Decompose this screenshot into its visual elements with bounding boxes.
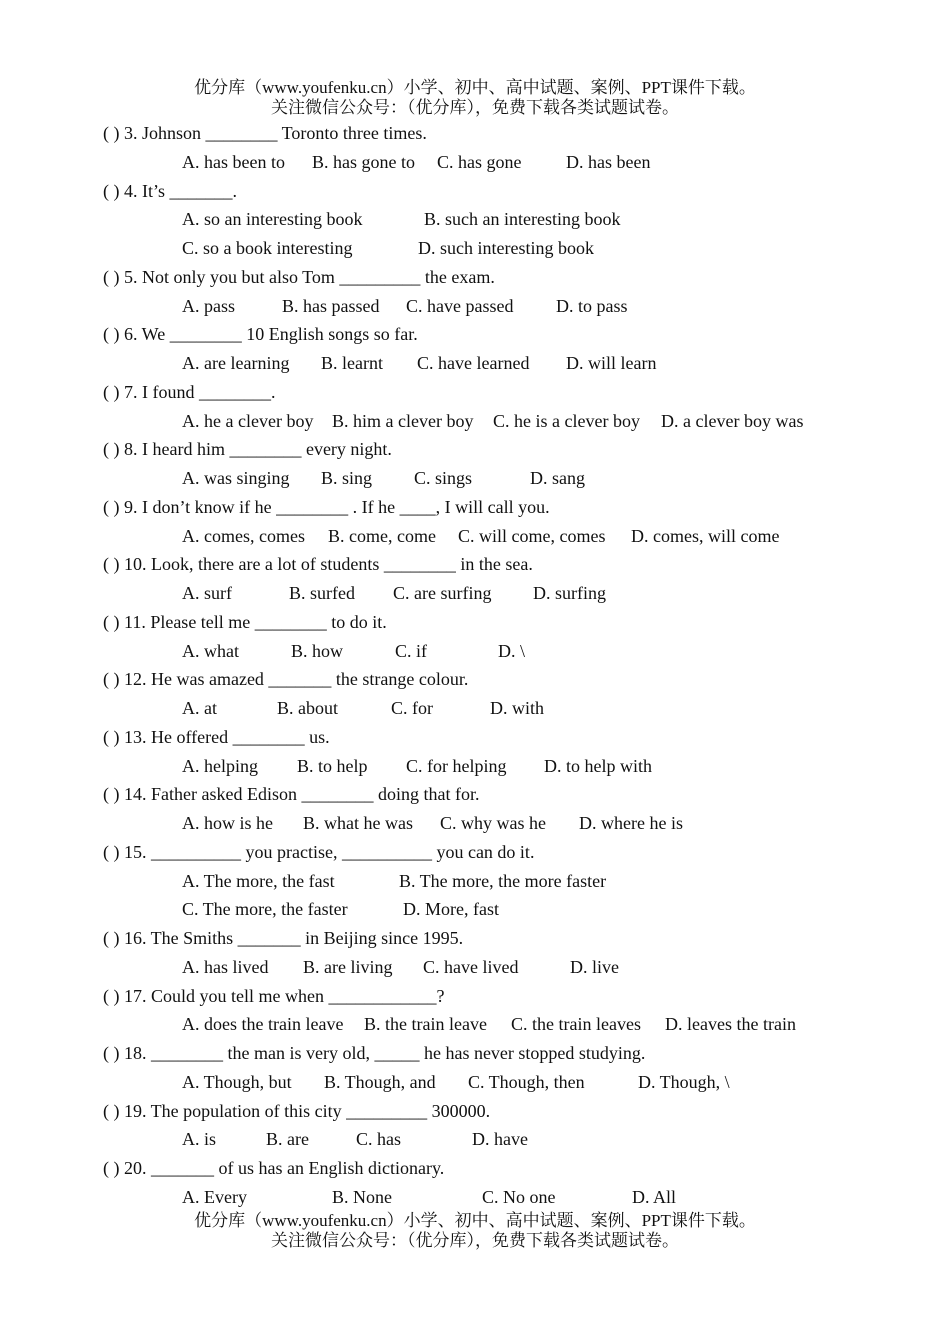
answer-option: A. Every [182, 1186, 247, 1207]
answer-option: B. the train leave [364, 1014, 487, 1035]
options-row [0, 1125, 950, 1154]
question-item [0, 378, 950, 407]
answer-option: B. such an interesting book [424, 209, 621, 230]
options-row [0, 292, 950, 321]
answer-option: C. will come, comes [458, 525, 606, 546]
question-stem: ( ) 7. I found ________. [103, 381, 276, 402]
answer-option: D. where he is [579, 813, 683, 833]
question-stem: ( ) 8. I heard him ________ every night. [103, 439, 392, 460]
answer-option: B. The more, the more faster [399, 870, 607, 891]
answer-option: B. sing [321, 468, 373, 488]
question-item [0, 320, 950, 349]
answer-option: B. what he was [303, 813, 413, 833]
question-stem: ( ) 3. Johnson ________ Toronto three times. [103, 123, 427, 143]
answer-option: C. has gone [437, 151, 522, 172]
answer-option: C. have passed [406, 295, 514, 316]
question-stem: ( ) 12. He was amazed _______ the strange colour. [103, 669, 469, 690]
options-row [0, 205, 950, 234]
options-row [0, 752, 950, 781]
answer-option: D. will learn [566, 353, 657, 373]
answer-option: D. has been [566, 151, 651, 172]
question-item [0, 493, 950, 522]
question-item [0, 177, 950, 206]
answer-option: A. so an interesting book [182, 209, 363, 230]
answer-option: A. he a clever boy [182, 410, 314, 431]
answer-option: A. pass [182, 295, 235, 316]
answer-option: B. to help [297, 755, 368, 776]
options-row [0, 694, 950, 723]
question-item [0, 435, 950, 464]
footer-line-1: 优分库（www.youfenku.cn）小学、初中、高中试题、案例、PPT课件下载。 [194, 1211, 756, 1230]
question-item [0, 1039, 950, 1068]
answer-option: C. has [356, 1129, 401, 1150]
answer-option: C. he is a clever boy [493, 410, 640, 431]
question-item [0, 263, 950, 292]
answer-option: D. surfing [533, 583, 606, 603]
question-stem: ( ) 19. The population of this city _________ 300000. [103, 1100, 491, 1121]
question-list [0, 119, 950, 1212]
answer-option: B. has gone to [312, 151, 415, 172]
answer-option: C. the train leaves [511, 1014, 641, 1035]
question-item [0, 550, 950, 579]
answer-option: C. so a book interesting [182, 238, 353, 258]
answer-option: C. The more, the faster [182, 899, 348, 920]
answer-option: D. All [632, 1186, 677, 1207]
answer-option: B. has passed [282, 295, 380, 316]
options-row [0, 953, 950, 982]
question-item [0, 608, 950, 637]
answer-option: B. learnt [321, 353, 383, 373]
options-row [0, 1183, 950, 1212]
answer-option: D. More, fast [403, 899, 499, 920]
answer-option: D. a clever boy was [661, 410, 804, 431]
answer-option: D. to pass [556, 295, 628, 316]
question-item [0, 838, 950, 867]
question-item [0, 982, 950, 1011]
question-stem: ( ) 17. Could you tell me when ____________? [103, 985, 445, 1006]
options-row [0, 234, 950, 263]
answer-option: A. The more, the fast [182, 870, 335, 891]
question-stem: ( ) 11. Please tell me ________ to do it. [103, 611, 387, 632]
answer-option: A. has lived [182, 956, 269, 977]
header-line-1: 优分库（www.youfenku.cn）小学、初中、高中试题、案例、PPT课件下载。 [194, 78, 756, 97]
options-row [0, 637, 950, 666]
question-item [0, 1154, 950, 1183]
page-header [0, 78, 950, 118]
question-stem: ( ) 6. We ________ 10 English songs so far. [103, 324, 418, 345]
options-row [0, 1010, 950, 1039]
answer-option: B. him a clever boy [332, 410, 474, 431]
answer-option: A. is [182, 1129, 217, 1150]
answer-option: A. comes, comes [182, 525, 305, 546]
options-row [0, 522, 950, 551]
header-line-2: 关注微信公众号：（优分库），免费下载各类试题试卷。 [271, 98, 679, 117]
question-stem: ( ) 16. The Smiths _______ in Beijing since 1995. [103, 928, 464, 948]
answer-option: C. if [395, 640, 428, 661]
question-stem: ( ) 13. He offered ________ us. [103, 726, 330, 747]
question-item [0, 665, 950, 694]
question-item [0, 780, 950, 809]
answer-option: A. was singing [182, 468, 290, 488]
question-stem: ( ) 5. Not only you but also Tom _________ the exam. [103, 266, 495, 287]
answer-option: C. are surfing [393, 583, 492, 603]
answer-option: A. helping [182, 755, 258, 776]
answer-option: D. \ [498, 640, 525, 661]
answer-option: C. for helping [406, 755, 507, 776]
answer-option: D. comes, will come [631, 525, 780, 546]
question-stem: ( ) 14. Father asked Edison ________ doing that for. [103, 784, 480, 805]
question-stem: ( ) 15. __________ you practise, __________ you can do it. [103, 841, 535, 862]
options-row [0, 464, 950, 493]
footer-line-2: 关注微信公众号：（优分库），免费下载各类试题试卷。 [271, 1231, 679, 1250]
answer-option: D. Though, \ [638, 1071, 730, 1092]
answer-option: A. what [182, 640, 239, 661]
answer-option: B. are living [303, 956, 393, 977]
answer-option: B. how [291, 640, 344, 661]
question-item [0, 1097, 950, 1126]
answer-option: B. None [332, 1186, 392, 1207]
page-footer [0, 1211, 950, 1251]
answer-option: A. how is he [182, 813, 273, 833]
answer-option: A. are learning [182, 353, 290, 373]
answer-option: D. have [472, 1129, 528, 1150]
answer-option: C. sings [414, 468, 473, 488]
answer-option: C. for [391, 698, 433, 718]
options-row [0, 579, 950, 608]
answer-option: A. does the train leave [182, 1014, 344, 1035]
answer-option: A. Though, but [182, 1071, 292, 1092]
answer-option: C. Though, then [468, 1071, 585, 1092]
answer-option: C. why was he [440, 813, 546, 833]
answer-option: D. sang [530, 468, 585, 488]
options-row [0, 148, 950, 177]
answer-option: D. such interesting book [418, 238, 594, 258]
question-item [0, 119, 950, 148]
options-row [0, 867, 950, 896]
answer-option: D. to help with [544, 755, 652, 776]
answer-option: B. are [266, 1129, 309, 1150]
question-stem: ( ) 9. I don’t know if he ________ . If he ____, I will call you. [103, 496, 550, 517]
answer-option: B. about [277, 698, 338, 718]
options-row [0, 1068, 950, 1097]
answer-option: B. come, come [328, 525, 436, 546]
options-row [0, 809, 950, 838]
answer-option: C. have learned [417, 353, 530, 373]
answer-option: A. at [182, 698, 217, 718]
question-stem: ( ) 20. _______ of us has an English dictionary. [103, 1158, 445, 1178]
options-row [0, 349, 950, 378]
answer-option: D. live [570, 956, 619, 977]
answer-option: A. has been to [182, 151, 285, 172]
answer-option: B. Though, and [324, 1071, 436, 1092]
answer-option: D. with [490, 698, 544, 718]
answer-option: C. No one [482, 1186, 556, 1207]
answer-option: C. have lived [423, 956, 519, 977]
question-stem: ( ) 18. ________ the man is very old, _____ he has never stopped studying. [103, 1043, 646, 1063]
answer-option: B. surfed [289, 583, 355, 603]
question-stem: ( ) 10. Look, there are a lot of students ________ in the sea. [103, 554, 533, 575]
question-item [0, 924, 950, 953]
options-row [0, 895, 950, 924]
options-row [0, 407, 950, 436]
question-item [0, 723, 950, 752]
answer-option: A. surf [182, 583, 232, 603]
question-stem: ( ) 4. It’s _______. [103, 180, 237, 201]
answer-option: D. leaves the train [665, 1014, 796, 1035]
